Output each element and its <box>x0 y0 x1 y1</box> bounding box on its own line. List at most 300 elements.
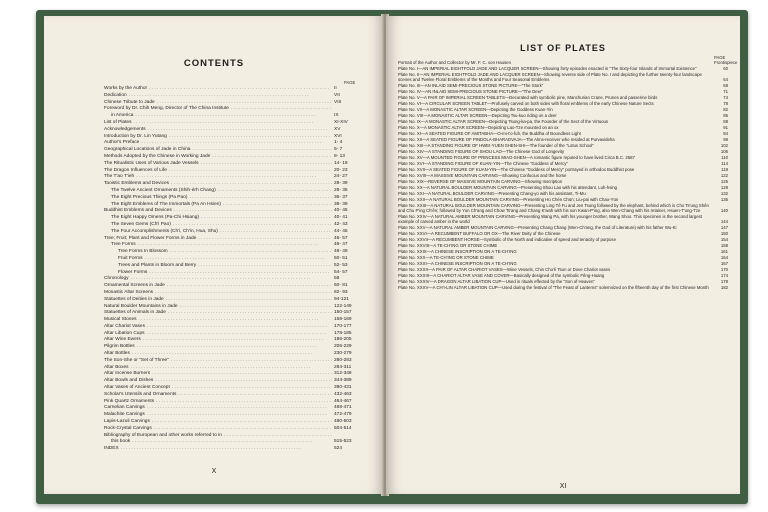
contents-entry-page: 344-389 <box>334 378 352 384</box>
contents-entry-page: 48- 49 <box>334 249 348 255</box>
contents-entry <box>104 215 360 222</box>
plate-entry-text: Plate No. VIII—A MONASTIC ALTAR SCREEN—Depicting Tsu-kuo riding on a deer <box>398 112 557 118</box>
contents-entry-title: Altar Wine Ewers <box>104 337 141 343</box>
contents-entry-page: 42- 43 <box>334 221 348 227</box>
leader-dots <box>171 358 332 365</box>
contents-entry-title: INDEX <box>104 446 119 452</box>
leader-dots <box>198 236 332 243</box>
leader-dots <box>147 405 332 412</box>
contents-entry-page: 24- 27 <box>334 174 348 180</box>
plate-entry-page: 98 <box>723 136 728 142</box>
plate-entry-page: 164 <box>720 254 728 260</box>
plate-entry-page: 102 <box>720 142 728 148</box>
plate-entry <box>398 101 728 106</box>
plate-entry-page: 132 <box>720 190 728 196</box>
contents-entry <box>104 181 360 188</box>
contents-entry-page: XV <box>334 126 341 132</box>
leader-dots <box>139 317 332 324</box>
contents-entry-page: 206-229 <box>334 344 352 350</box>
plate-entry <box>398 249 728 254</box>
contents-entry-title: The T'ao T'ieh <box>104 174 135 180</box>
contents-entry-title: Altar Vases of Ancient Concept <box>104 385 170 391</box>
leader-dots <box>169 134 332 141</box>
contents-entry-page: 150-157 <box>334 310 352 316</box>
contents-entry <box>104 134 360 141</box>
plate-entry-text: Plate No. XXXI—A CHINESE INSCRIPTION ON A TE-CH'ING <box>398 260 517 266</box>
leader-dots <box>171 181 332 188</box>
plate-entry-page: 74 <box>723 95 728 101</box>
leader-dots <box>155 290 332 297</box>
contents-entry-title: The Son-She or "Set of Three" <box>104 357 169 363</box>
leader-dots <box>218 188 332 195</box>
contents-entry-page: 82- 93 <box>334 289 348 295</box>
plate-entry-text: Plate No. XI—A SEATED FIGURE OF AMITABHA—O-mi-t'o-fuh, the Buddha of Boundless Light <box>398 130 581 136</box>
contents-entry-title: The Seven Gems (Ch'i Pao) <box>111 221 171 227</box>
leader-dots <box>133 120 332 127</box>
contents-entry <box>104 236 360 243</box>
contents-entry <box>104 263 360 270</box>
contents-entry-page: 432-463 <box>334 391 352 397</box>
contents-entry <box>104 439 360 446</box>
contents-entry-page: 94-121 <box>334 296 349 302</box>
contents-entry <box>104 317 360 324</box>
contents-entry-title: Works by the Author <box>104 86 148 91</box>
contents-entry <box>104 310 360 317</box>
contents-entry-page: 158-169 <box>334 317 352 323</box>
plate-entry <box>398 179 728 184</box>
contents-page <box>44 16 384 494</box>
contents-entry <box>104 256 360 263</box>
plate-entry-page: 94 <box>723 130 728 136</box>
contents-entry-title: Acknowledgements <box>104 126 146 132</box>
contents-entry-title: Statuettes of Deities in Jade <box>104 296 164 302</box>
plate-entry-page: 85 <box>723 112 728 118</box>
plate-entry-page: 60 <box>723 65 728 71</box>
contents-entry <box>104 385 360 392</box>
contents-entry <box>104 120 360 127</box>
leader-dots <box>172 385 332 392</box>
plate-entry-page: 144 <box>720 218 728 224</box>
leader-dots <box>131 365 332 372</box>
plates-title: LIST OF PLATES <box>520 43 606 53</box>
contents-entry-title: List of Plates <box>104 119 132 125</box>
leader-dots <box>121 446 332 453</box>
contents-entry <box>104 324 360 331</box>
contents-entry-title: Chinese Tribute to Jade <box>104 99 155 105</box>
plate-entry-text: Plate No. V—A PAIR OF IMPERIAL SCREEN TABLETS—Decorated with symbolic pine, Manchurian Crane, Prunes and passerine birds <box>398 95 658 101</box>
plate-entry-page: 118 <box>721 166 728 172</box>
contents-entry <box>104 168 360 175</box>
contents-entry <box>104 358 360 365</box>
contents-entry-title: Methods Adopted by the Chinese in Working Jade <box>104 153 211 159</box>
plate-entry-text: Plate No. IV—AN INLAID SEMI-PRECIOUS STONE PICTURE—"The Deer" <box>398 89 544 95</box>
plate-entry-page: 182 <box>720 284 728 290</box>
plate-entry <box>398 119 728 124</box>
contents-entry-title: Trees and Plants in Bloom and Berry <box>118 262 197 268</box>
plate-entry <box>398 214 728 224</box>
contents-entry <box>104 270 360 277</box>
plate-entry <box>398 191 728 196</box>
leader-dots <box>180 304 332 311</box>
plate-entry-text: Plate No. XXXIV—A DRAGON ALTAR LIBATION CUP—Used in rituals effected by the "Son of Heaven" <box>398 278 595 284</box>
plate-entry <box>398 113 728 118</box>
contents-entry-title: Tree Forms <box>111 242 136 248</box>
leader-dots <box>147 412 332 419</box>
page-folio: XI <box>559 483 567 490</box>
contents-entry-title: The Dragon Influences of Life <box>104 167 167 173</box>
contents-entry <box>104 419 360 426</box>
plate-entry-page: 114 <box>721 160 728 166</box>
plate-entry-text: Plate No. XVIII—A MASSIVE MOUNTAIN CARVING—Showing Confucius and the horse <box>398 172 567 178</box>
contents-entry-page: 515-523 <box>334 439 352 445</box>
contents-entry <box>104 93 360 100</box>
contents-entry <box>104 392 360 399</box>
plate-entry <box>398 72 728 82</box>
plate-entry-text: Plate No. XXIII—A NATURAL BOULDER MOUNTAIN CARVING—Presenting Ling Tê Fu and Jen Tsung followed by the elephant, behind which is Cho Ts'ung Shên and Chu P'ing Ch'ên; followed by Yun Ch'ang and Chow Ts'ang and Chang K'wah with his son Kwan-P'ing, also Wen-Chang with his retainer, Hsuen-T'ung-Tze <box>398 202 709 213</box>
contents-entry-title: Foreword by Dr. Chih Meng, Director of The China Institute <box>104 106 229 112</box>
plate-entry-text: Plate No. II—AN IMPERIAL EIGHTFOLD JADE AND LACQUER SCREEN—Showing reverse side of Plate No. I and depicting the further twenty-four landscape scenes and Twelve Floral Emblems of the Months and Four Seasonal Emblems <box>398 71 702 83</box>
plate-entry <box>398 261 728 266</box>
contents-entry <box>104 426 360 433</box>
plate-entry-text: Plate No. XIV—A STANDING FIGURE OF SHOU LAO—The Chinese God of Longevity <box>398 148 565 154</box>
contents-entry-page: 178-185 <box>334 330 352 336</box>
plate-entry-page: 91 <box>723 124 728 130</box>
plate-entry-page: 82 <box>723 106 728 112</box>
contents-entry-page: 46- 47 <box>334 242 348 248</box>
plate-entry-text: Plate No. XXXII—A PAIR OF ALTAR CHARIOT VASES—Wine Vessels, Chin Cho'ê Tsun or Dove Chariot vases <box>398 266 611 272</box>
plate-entry <box>398 185 728 190</box>
contents-entry-page: 472-479 <box>334 412 352 418</box>
plate-entry-page: 78 <box>723 101 728 106</box>
plate-entry-text: Plate No. XII—A SEATED FIGURE OF PINDOLA-BHARADVAJA—The Alms-receiver who resided at Purvavideha <box>398 136 615 142</box>
leader-dots <box>147 324 332 331</box>
leader-dots <box>220 229 332 236</box>
contents-entry-title: The Twelve Ancient Ornaments (Shih-érh Chang) <box>111 187 216 193</box>
leader-dots <box>148 127 332 134</box>
plate-entry <box>398 243 728 248</box>
leader-dots <box>166 297 332 304</box>
plate-entry-page: 170 <box>720 266 728 272</box>
contents-entry-page: XI-XIV <box>334 119 348 125</box>
contents-entry <box>104 351 360 358</box>
plate-entry-text: Plate No. VII—A MONASTIC ALTAR SCREEN—Depicting the Goddess Kuan-Yin <box>398 106 553 112</box>
contents-entry-title: Altar Libation Cups <box>104 330 145 336</box>
contents-entry-title: Malachite Carvings <box>104 412 145 418</box>
contents-entry-title: Author's Preface <box>104 140 140 146</box>
leader-dots <box>223 202 332 209</box>
contents-entry-page: 60- 81 <box>334 283 348 289</box>
contents-entry-title: The Four Accomplishments (Ch'i, Ch'in, Hua, Shu) <box>111 228 218 234</box>
contents-entry <box>104 249 360 256</box>
plate-entry <box>398 155 728 160</box>
contents-entry-page: 20- 23 <box>334 167 348 173</box>
contents-entry-page: XVI <box>334 133 342 139</box>
plate-entry <box>398 161 728 166</box>
plate-entry <box>398 255 728 260</box>
plate-entry-page: 167 <box>720 260 728 266</box>
contents-entry-title: Musical Stones <box>104 317 137 323</box>
contents-entry-title: The Eight Happy Omens (Pa-Chi Hsiang) <box>111 215 199 221</box>
contents-entry <box>104 188 360 195</box>
plate-entry-page: 154 <box>720 236 728 242</box>
plate-entry-text: Plate No. XXV—A NATURAL AMBER MOUNTAIN CARVING—Presenting Chang Chang (Wen-Ch'ang, the God of Literature) with his father Wu-Ki <box>398 224 677 230</box>
page-column-label: PAGE <box>714 55 726 60</box>
plate-entry-text: Plate No. XV—A MOUNTED FIGURE OF PRINCESS MIAO-SHEN—A romantic figure reputed to have lived Circa B.C. 2587 <box>398 154 635 160</box>
plate-entry-text: Plate No. XXIV—A NATURAL AMBER MOUNTAIN CARVING—Presenting Wang Pa, with his younger brother, Wang Shoo. This specimen is the second largest example of carved amber in the world <box>398 213 702 224</box>
leader-dots <box>212 154 332 161</box>
page-folio: X <box>211 468 217 475</box>
plate-entry-page: Frontispiece <box>714 60 738 65</box>
plate-entry <box>398 279 728 284</box>
plate-entry-page: 64 <box>723 77 728 83</box>
contents-entry-page: 8- 13 <box>334 153 345 159</box>
plate-entry-text: Plate No. XXVII—A RECUMBENT HORSE—Symbolic of the North and indicative of speed and tenacity of purpose <box>398 236 616 242</box>
plate-entry-page: 88 <box>723 118 728 124</box>
plate-entry-page: 110 <box>721 154 728 160</box>
contents-entry-title: Ornamental Screens in Jade <box>104 283 165 289</box>
leader-dots <box>143 337 332 344</box>
contents-entry-title: Rock-Crystal Carvings <box>104 425 152 431</box>
contents-entry-title: Altar Boxes <box>104 364 129 370</box>
contents-entry-title: Bibliography of European and other works referred to in <box>104 432 222 438</box>
leader-dots <box>156 399 332 406</box>
contents-entry-title: Dedication <box>104 92 127 98</box>
leader-dots <box>173 222 332 229</box>
contents-entry <box>104 337 360 344</box>
contents-entry-title: Tree; Fruit; Plant and Flower Forms in Jade <box>104 235 197 241</box>
leader-dots <box>198 263 332 270</box>
contents-entry-page: IX <box>334 113 339 119</box>
plate-entry <box>398 149 728 154</box>
plate-entry <box>398 83 728 88</box>
contents-entry-page: 40- 41 <box>334 215 348 221</box>
plate-entry-text: Plate No. XIX—REVERSE OF MASSIVE MOUNTAIN CARVING—Showing Inscription <box>398 178 563 184</box>
leader-dots <box>152 371 332 378</box>
plate-entry-text: Plate No. XXXV—A CH'I-LIN ALTAR LIBATION CUP—Used during the festival of "The Feast of Lanterns" solemnized on the fifteenth day of the first Chinese Month <box>398 284 709 290</box>
contents-entry-title: Tree Forms In Blossom <box>118 249 168 255</box>
leader-dots <box>137 344 332 351</box>
contents-entry <box>104 222 360 229</box>
leader-dots <box>149 86 332 93</box>
contents-entry-title: Chronology <box>104 276 129 282</box>
plate-entry-text: Plate No. XVII—A SEATED FIGURE OF KUAN-YIN—The Chinese "Goddess of Mercy" portrayed in orthodox Buddhist pose <box>398 166 635 172</box>
plate-entry <box>398 197 728 202</box>
contents-entry-title: The Eight Precious Things (Pa Pao) <box>111 194 188 200</box>
leader-dots <box>169 168 332 175</box>
plate-entry-text: Plate No. VI—A CIRCULAR SCREEN TABLET—Profusely carved on both sides with floral emblems of the early Chinese Nature Sects <box>398 101 654 106</box>
contents-entry-page: VIII <box>334 99 342 105</box>
plate-entry-page: 125 <box>720 178 728 184</box>
leader-dots <box>167 283 332 290</box>
leader-dots <box>135 113 332 120</box>
plate-entry-page: 158 <box>720 242 728 248</box>
plate-entry-text: Plate No. XXVI—A RECUMBENT BUFFALO OR OX—The River Deity of the Chinese <box>398 230 561 236</box>
plates-page <box>386 16 740 494</box>
contents-entry-page: II <box>334 86 337 91</box>
contents-entry <box>104 127 360 134</box>
plate-entry-page: 128 <box>720 184 728 190</box>
contents-entry <box>104 161 360 168</box>
contents-entry-page: 50- 51 <box>334 255 348 261</box>
contents-entry-page: 38- 39 <box>334 201 348 207</box>
plate-entry <box>398 273 728 278</box>
plate-entry <box>398 66 728 71</box>
plate-entry <box>398 225 728 230</box>
leader-dots <box>152 419 332 426</box>
contents-entry <box>104 195 360 202</box>
contents-entry-title: Geographical Locations of Jade in China <box>104 147 191 153</box>
plate-entry-text: Plate No. IX—A MONASTIC ALTAR SCREEN—Depicting Tsung-ka-pa, the Founder of the Sect of the Virtuous <box>398 118 609 124</box>
contents-entry-page: 1- 4 <box>334 140 343 146</box>
leader-dots <box>201 215 332 222</box>
contents-entry-title: Carnelian Carvings <box>104 405 145 411</box>
contents-entry-page: 468-471 <box>334 405 352 411</box>
leader-dots <box>189 195 332 202</box>
contents-entry-page: 186-205 <box>334 337 352 343</box>
plate-entry-text: Plate No. XXII—A NATURAL BOULDER MOUNTAIN CARVING—Presenting Hü Chén Chün; Liu-pai with Chao-Yün <box>398 196 619 202</box>
leader-dots <box>147 331 332 338</box>
contents-entry <box>104 106 360 113</box>
contents-entry-page: 390-431 <box>334 385 352 391</box>
contents-entry-title: Pilgrim Bottles <box>104 344 135 350</box>
contents-entry-page: 40- 45 <box>334 208 348 214</box>
contents-entry-title: in America <box>111 113 134 119</box>
plate-entry <box>398 89 728 94</box>
leader-dots <box>224 433 332 440</box>
plate-entry-page: 174 <box>720 272 728 278</box>
leader-dots <box>155 378 332 385</box>
contents-entry-title: Monastic Altar Screens <box>104 289 154 295</box>
plate-entry <box>398 237 728 242</box>
contents-entry-page: 280-283 <box>334 357 352 363</box>
plate-entry-text: Plate No. XXI—A NATURAL BOULDER CARVING—Presenting Chang-yo with his assistant, Ti-Mu <box>398 190 586 196</box>
leader-dots <box>132 439 332 446</box>
plate-entry-page: 147 <box>720 224 728 230</box>
contents-entry <box>104 446 360 453</box>
contents-entry-title: Buddhist Emblems and Devices <box>104 208 172 214</box>
contents-entry-page: 170-177 <box>334 323 352 329</box>
plates-list <box>398 60 738 291</box>
leader-dots <box>149 270 332 277</box>
plate-entry-page: 140 <box>720 207 728 213</box>
plate-entry-text: Plate No. III—AN INLAID SEMI-PRECIOUS STONE PICTURE—"The Stork" <box>398 83 544 89</box>
plate-entry-page: 150 <box>720 230 728 236</box>
contents-entry-page: 36- 37 <box>334 194 348 200</box>
contents-title: CONTENTS <box>183 58 245 69</box>
plate-entry-text: Plate No. XIII—A STANDING FIGURE OF HWEI-YUEN SHEN-SHI—The founder of the "Lotus School" <box>398 142 594 148</box>
leader-dots <box>129 93 332 100</box>
contents-entry-title: Introduction by Dr. Lin Yutang <box>104 133 167 139</box>
plate-entry-page: 178 <box>720 278 728 284</box>
plate-entry <box>398 107 728 112</box>
contents-entry-page: 464-467 <box>334 398 352 404</box>
plate-entry <box>398 125 728 130</box>
contents-entry-title: Altar Chariot Vases <box>104 323 145 329</box>
plate-entry-text: Plate No. XVI—A STANDING FIGURE OF KUAN-YIN—The Chinese "Goddess of Mercy" <box>398 160 568 166</box>
contents-entry <box>104 433 360 440</box>
leader-dots <box>170 249 332 256</box>
plate-entry <box>398 131 728 136</box>
contents-entry-title: Lapis-Lazuli Carvings <box>104 419 150 425</box>
plate-entry <box>398 137 728 142</box>
plate-entry-text: Plate No. XX—A NATURAL BOULDER MOUNTAIN CARVING—Presenting Shou Lao with his attendant, Luh-hsing <box>398 184 618 190</box>
leader-dots <box>168 310 332 317</box>
plate-entry <box>398 167 728 172</box>
contents-entry-page: 44- 45 <box>334 228 348 234</box>
contents-entry-title: Altar Incense Burners <box>104 371 151 377</box>
contents-entry-page: 46- 57 <box>334 235 348 241</box>
contents-entry-page: 14- 19 <box>334 160 348 166</box>
contents-entry-page: VII <box>334 92 340 98</box>
contents-entry <box>104 331 360 338</box>
contents-entry-title: Altar Bowls and Dishes <box>104 378 154 384</box>
contents-entry <box>104 86 360 93</box>
contents-entry-title: The Eight Emblems of The Immortals (Pa An Hsien) <box>111 201 222 207</box>
contents-entry-page: 524 <box>334 446 343 452</box>
contents-entry <box>104 154 360 161</box>
plate-entry <box>398 203 728 213</box>
plate-entry-text: Plate No. XXIX—A CHINESE INSCRIPTION ON A TE-CH'ING <box>398 248 517 254</box>
plate-entry <box>398 173 728 178</box>
leader-dots <box>145 256 332 263</box>
contents-entry-title: Natural Boulder Mountains in Jade <box>104 303 178 309</box>
contents-entry-page: 504-514 <box>334 425 352 431</box>
leader-dots <box>132 351 332 358</box>
contents-entry <box>104 290 360 297</box>
leader-dots <box>154 426 332 433</box>
contents-entry-page: 480-503 <box>334 419 352 425</box>
contents-entry-page: 58 <box>334 276 340 282</box>
plate-entry-page: 136 <box>720 196 728 202</box>
contents-entry-title: Fruit Forms <box>118 255 143 261</box>
plate-entry <box>398 231 728 236</box>
plate-entry-page: 122 <box>720 172 728 178</box>
plate-entry-text: Plate No. XXVIII—A TE-CH'ING OR STONE CHIME <box>398 242 498 248</box>
contents-entry <box>104 113 360 120</box>
plate-entry <box>398 95 728 100</box>
contents-entry-title: Flower Forms <box>118 269 148 275</box>
plate-entry-page: 161 <box>720 248 728 254</box>
plate-entry-page: 68 <box>723 83 728 89</box>
leader-dots <box>178 392 332 399</box>
contents-entry-page: 28- 39 <box>334 181 348 187</box>
plate-entry-text: Plate No. X—A MONASTIC ALTAR SCREEN—Depicting Lao-Tze mounted on an ox <box>398 124 559 130</box>
leader-dots <box>231 106 332 113</box>
plate-entry-text: Portrait of the Author and Collector by Mr. F. C. von Hausen <box>398 60 511 65</box>
plate-entry <box>398 143 728 148</box>
leader-dots <box>192 147 332 154</box>
contents-entry-page: 122-149 <box>334 303 352 309</box>
plate-entry-text: Plate No. XXX—A TE-CH'ING OR STONE CHIME <box>398 254 494 260</box>
contents-entry-page: 54- 57 <box>334 269 348 275</box>
contents-entry-page: 230-279 <box>334 351 352 357</box>
contents-entry-title: Scholar's Utensils and Ornaments <box>104 391 177 397</box>
page-column-label: PAGE <box>344 80 356 85</box>
plate-entry-page: 71 <box>723 89 728 95</box>
plate-entry-text: Plate No. XXXIII—A CHARIOT ALTAR VASE AND COVER—Basically designed of the symbolic Fêng-Huang <box>398 272 605 278</box>
contents-entry-page: 28- 35 <box>334 187 348 193</box>
leader-dots <box>201 161 332 168</box>
contents-list <box>104 86 360 453</box>
contents-entry <box>104 147 360 154</box>
contents-entry-title: Taoistic Emblems and Devices <box>104 181 170 187</box>
contents-entry-page: 52- 53 <box>334 262 348 268</box>
plate-entry-page: 106 <box>720 148 728 154</box>
contents-entry-title: Altar Bottles <box>104 351 130 357</box>
contents-entry <box>104 344 360 351</box>
contents-entry <box>104 229 360 236</box>
contents-entry <box>104 283 360 290</box>
